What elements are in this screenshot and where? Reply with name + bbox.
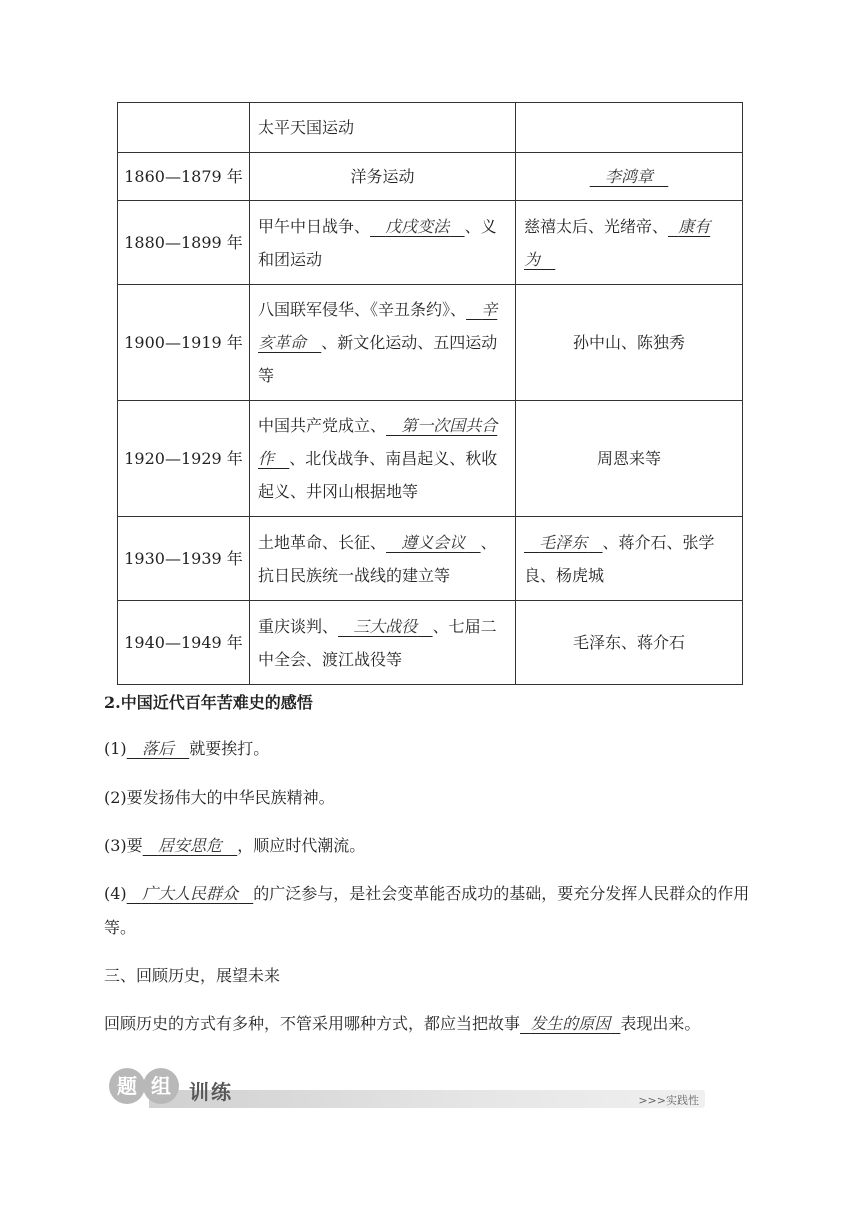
- table-row: [118, 285, 743, 401]
- table-row: [118, 201, 743, 285]
- table-row: [118, 153, 743, 201]
- events-text: 土地革命、长征、: [258, 532, 387, 552]
- year-cell: 1930—1939 年: [118, 517, 250, 601]
- answer-blank: [338, 617, 433, 636]
- answer-text: 广大人民群众: [141, 884, 238, 903]
- item4: [104, 877, 754, 945]
- table-row: [118, 601, 743, 685]
- answer-blank: [370, 217, 465, 236]
- events-text: 中国共产党成立、: [258, 416, 387, 435]
- answer-text: 康有为: [524, 216, 711, 269]
- banner-tag: >>>实践性: [638, 1094, 699, 1107]
- answer-blank: [386, 533, 481, 552]
- exercise-banner: [105, 1066, 707, 1110]
- people-cell: [516, 601, 743, 685]
- paragraph-text: 回顾历史的方式有多种，不管采用哪种方式，都应当把故事: [104, 1014, 521, 1033]
- people-text: 周恩来等: [596, 449, 661, 468]
- answer-text: 毛泽东: [539, 532, 588, 552]
- answer-text: 第一次国共合作: [258, 416, 498, 468]
- people-cell: [516, 517, 743, 601]
- item-text: 就要挨打。: [189, 739, 270, 758]
- banner-circle-icon: 组: [143, 1068, 179, 1104]
- people-text: 毛泽东、蒋介石: [572, 633, 685, 652]
- answer-blank: [143, 836, 238, 855]
- events-cell: [250, 103, 516, 153]
- year-cell: 1880—1899 年: [118, 201, 250, 285]
- events-cell: [250, 201, 516, 285]
- answer-text: 李鸿章: [604, 167, 653, 186]
- paragraph-text: 表现出来。: [620, 1014, 701, 1033]
- people-cell: [516, 285, 743, 401]
- answer-blank: [127, 884, 254, 903]
- events-cell: [250, 601, 516, 685]
- answer-blank: [524, 533, 603, 552]
- events-text: 八国联军侵华、《辛丑条约》、: [258, 300, 467, 319]
- people-cell: [516, 153, 743, 201]
- events-cell: [250, 153, 516, 201]
- answer-text: 戊戌变法: [385, 216, 450, 236]
- answer-blank: [520, 1014, 620, 1033]
- year-cell: 1940—1949 年: [118, 601, 250, 685]
- section3-paragraph: [104, 1007, 700, 1041]
- year-cell: 1920—1929 年: [118, 401, 250, 517]
- banner-title: 训练: [189, 1080, 233, 1104]
- answer-text: 三大战役: [353, 616, 418, 636]
- item-text: (3)要: [104, 836, 143, 855]
- events-text: 、七届二中全会、渡江战役等: [258, 616, 497, 669]
- table-row: [118, 401, 743, 517]
- history-table: [117, 102, 743, 685]
- year-cell: 1900—1919 年: [118, 285, 250, 401]
- item-text: 的广泛参与，是社会变革能否成功的基础，要充分发挥人民群众的作用等。: [104, 884, 750, 937]
- events-cell: [250, 285, 516, 401]
- answer-text: 遵义会议: [401, 532, 466, 552]
- answer-blank: [590, 167, 669, 186]
- section3-heading: 三、回顾历史，展望未来: [104, 966, 281, 985]
- table-row: [118, 517, 743, 601]
- answer-text: 落后: [141, 739, 174, 758]
- item-number: (4): [104, 884, 127, 903]
- item-text: ，顺应时代潮流。: [237, 836, 366, 855]
- people-text: 、蒋介石、张学良、杨虎城: [524, 532, 715, 585]
- banner-circle-icon: 题: [109, 1068, 145, 1104]
- item3: [104, 829, 365, 863]
- events-text: 洋务运动: [350, 167, 415, 186]
- people-text: 孙中山、陈独秀: [572, 333, 685, 352]
- answer-text: 发生的原因: [530, 1014, 611, 1033]
- year-cell: [118, 103, 250, 153]
- events-text: 、义和团运动: [258, 216, 497, 269]
- answer-text: 辛亥革命: [258, 300, 498, 352]
- people-cell: [516, 401, 743, 517]
- table-row: [118, 103, 743, 153]
- events-text: 、新文化运动、五四运动等: [258, 333, 498, 385]
- people-text: 慈禧太后、光绪帝、: [524, 216, 669, 236]
- events-cell: [250, 401, 516, 517]
- item1: [104, 732, 269, 766]
- answer-text: 居安思危: [157, 836, 222, 855]
- answer-blank: [127, 739, 190, 758]
- events-text: 甲午中日战争、: [258, 216, 371, 236]
- events-text: 重庆谈判、: [258, 616, 339, 636]
- year-cell: 1860—1879 年: [118, 153, 250, 201]
- events-text: 太平天国运动: [258, 118, 355, 137]
- events-cell: [250, 517, 516, 601]
- people-cell: [516, 103, 743, 153]
- item-number: (1): [104, 739, 127, 758]
- events-text: 、抗日民族统一战线的建立等: [258, 532, 497, 585]
- events-text: 、北伐战争、南昌起义、秋收起义、井冈山根据地等: [258, 449, 498, 501]
- people-cell: [516, 201, 743, 285]
- item2: (2)要发扬伟大的中华民族精神。: [104, 788, 335, 807]
- section2-heading: 2.中国近代百年苦难史的感悟: [104, 693, 313, 712]
